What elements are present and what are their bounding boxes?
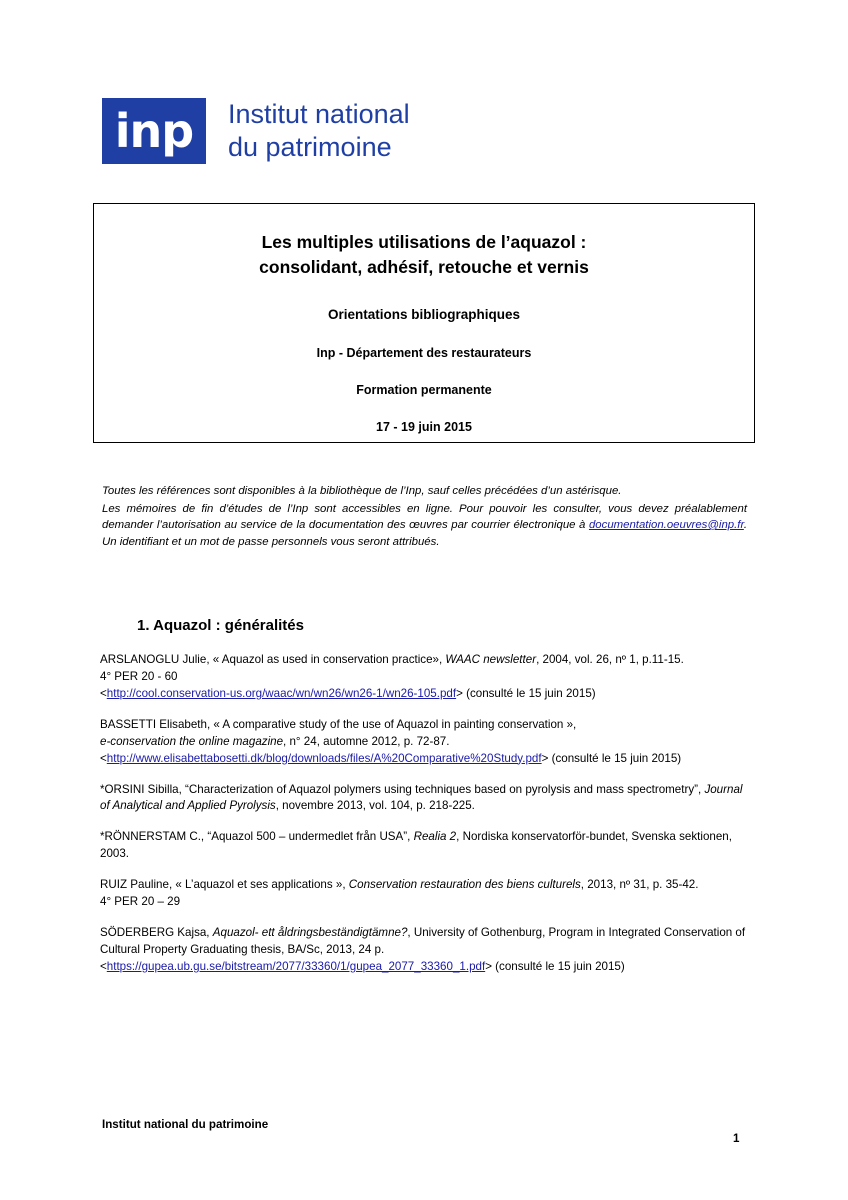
- reference-italic: Conservation restauration des biens culturels: [348, 878, 581, 892]
- document-program: Formation permanente: [356, 382, 492, 397]
- reference-entry-ruiz: [100, 877, 750, 911]
- reference-call-number: 4° PER 20 - 60: [100, 669, 178, 683]
- intro-p2-before: Les mémoires de fin d’études de l’Inp sont accessibles en ligne. Pour pouvoir les consulter, vous devez préalablement demander l’autorisation au service de la documentation des œuvres par courrier électronique à: [102, 502, 747, 532]
- reference-list: [100, 652, 750, 976]
- inp-logo-text: [228, 98, 410, 164]
- title-box: [93, 203, 755, 443]
- intro-paragraph-1: Toutes les références sont disponibles à la bibliothèque de l’Inp, sauf celles précédées d’un astérisque.: [102, 485, 622, 497]
- reference-entry-ronnerstam: [100, 829, 750, 863]
- footer-page-number: 1: [733, 1132, 740, 1145]
- reference-italic: Realia 2: [413, 830, 457, 844]
- inp-logo-line1: Institut national: [228, 99, 410, 130]
- url-consulted-note: > (consulté le 15 juin 2015): [541, 751, 682, 765]
- reference-url[interactable]: http://www.elisabettabosetti.dk/blog/downloads/files/A%20Comparative%20Study.pdf: [106, 751, 542, 765]
- reference-text: BASSETTI Elisabeth, « A comparative study of the use of Aquazol in painting conservation »,: [100, 717, 577, 731]
- reference-text-2: , novembre 2013, vol. 104, p. 218-225.: [275, 799, 475, 813]
- intro-note: [102, 483, 747, 550]
- reference-italic: Journal of Analytical and Applied Pyrolysis: [100, 782, 743, 813]
- reference-entry-arslanoglu: [100, 652, 750, 703]
- reference-call-number: 4° PER 20 – 29: [100, 895, 181, 909]
- intro-paragraph-2: [102, 501, 747, 551]
- reference-text-2: , University of Gothenburg, Program in Integrated Conservation of Cultural Property Graduating thesis, BA/Sc, 2013, 24 p.: [100, 926, 746, 956]
- reference-text-2: , 2013, nº 31, p. 35-42.: [580, 878, 699, 892]
- reference-italic: Aquazol- ett åldringsbeständigtämne?: [212, 926, 408, 940]
- reference-entry-bassetti: [100, 717, 750, 768]
- url-consulted-note: > (consulté le 15 juin 2015): [456, 686, 596, 700]
- reference-text: *RÖNNERSTAM C., “Aquazol 500 – undermedlet från USA”,: [100, 830, 414, 844]
- reference-entry-orsini: [100, 782, 750, 816]
- document-title-line1: Les multiples utilisations de l’aquazol :: [261, 232, 587, 252]
- document-title: [94, 230, 754, 281]
- reference-text: ARSLANOGLU Julie, « Aquazol as used in conservation practice»,: [100, 653, 446, 666]
- inp-logo: [102, 98, 410, 164]
- section-heading: 1. Aquazol : généralités: [137, 617, 304, 634]
- email-link[interactable]: documentation.oeuvres@inp.fr: [588, 519, 744, 532]
- reference-text: *ORSINI Sibilla, “Characterization of Aquazol polymers using techniques based on pyrolysis and mass spectrometry”,: [100, 782, 705, 796]
- document-dates: 17 - 19 juin 2015: [376, 419, 472, 434]
- reference-text-2: , Nordiska konservatorför-bundet, Svenska sektionen, 2003.: [100, 830, 732, 861]
- document-title-line2: consolidant, adhésif, retouche et vernis: [259, 257, 589, 278]
- footer-institution: Institut national du patrimoine: [102, 1118, 269, 1131]
- reference-italic: e-conservation the online magazine: [100, 734, 284, 748]
- intro-p2-after: . Un identifiant et un mot de passe personnels vous seront attribués.: [102, 519, 747, 548]
- reference-url[interactable]: http://cool.conservation-us.org/waac/wn/wn26/wn26-1/wn26-105.pdf: [106, 686, 457, 700]
- url-consulted-note: > (consulté le 15 juin 2015): [485, 959, 625, 973]
- reference-url[interactable]: https://gupea.ub.gu.se/bitstream/2077/33360/1/gupea_2077_33360_1.pdf: [106, 959, 486, 973]
- document-subtitle: Orientations bibliographiques: [327, 306, 520, 322]
- url-bracket-open: <: [100, 959, 107, 973]
- inp-logo-line2: du patrimoine: [228, 132, 392, 162]
- document-department: Inp - Département des restaurateurs: [316, 345, 532, 360]
- reference-text: SÖDERBERG Kajsa,: [100, 926, 213, 940]
- reference-text: RUIZ Pauline, « L’aquazol et ses applications »,: [100, 878, 349, 892]
- reference-text-2: , n° 24, automne 2012, p. 72-87.: [283, 734, 450, 748]
- inp-logo-mark: inp: [102, 98, 206, 164]
- reference-text-2: , 2004, vol. 26, nº 1, p.11-15.: [536, 653, 684, 666]
- reference-italic: WAAC newsletter: [445, 653, 537, 666]
- reference-entry-soderberg: [100, 925, 750, 976]
- url-bracket-open: <: [100, 686, 107, 700]
- url-bracket-open: <: [100, 751, 107, 765]
